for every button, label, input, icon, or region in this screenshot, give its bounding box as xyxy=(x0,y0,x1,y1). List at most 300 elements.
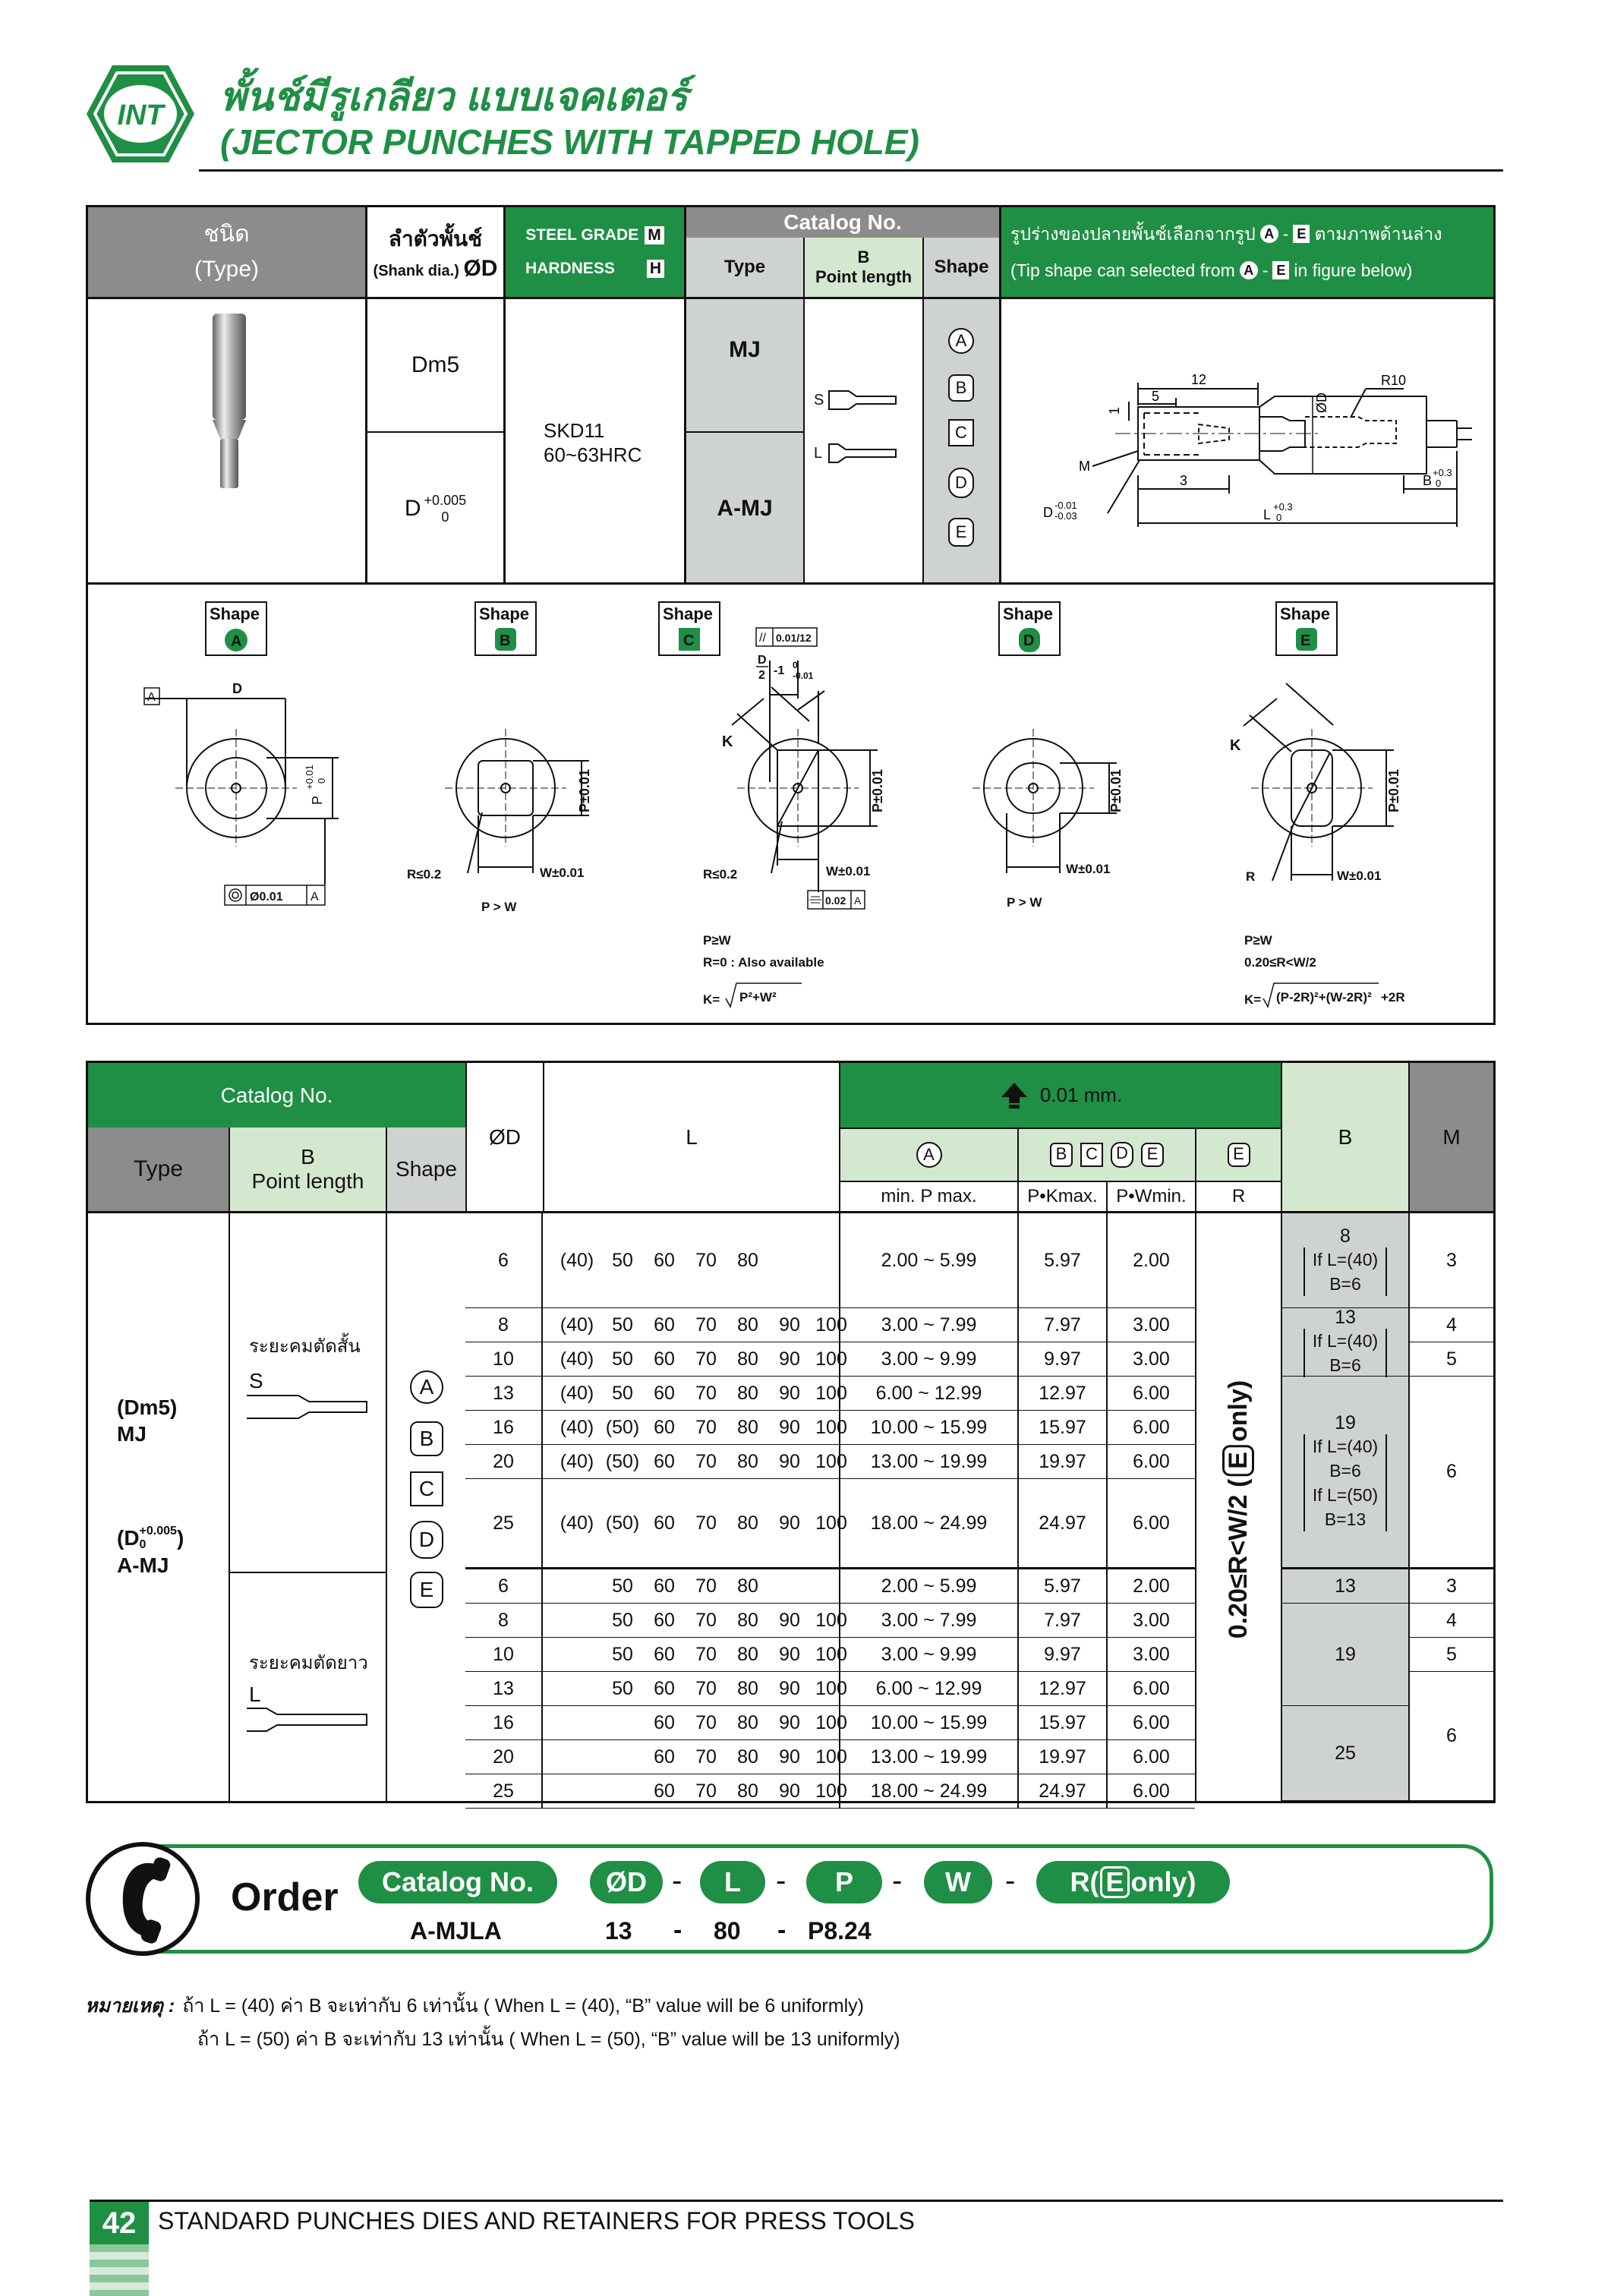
row-l: 100 xyxy=(815,1416,847,1438)
svg-text://: // xyxy=(759,632,766,645)
mt-b-label: B xyxy=(301,1145,315,1168)
shape-e-w: W±0.01 xyxy=(1337,869,1382,883)
order-dash-1: - xyxy=(672,1864,682,1897)
shape-c-drawing xyxy=(732,661,878,892)
table-row xyxy=(465,1445,1195,1479)
order-r-post: only) xyxy=(1130,1866,1196,1897)
row-l: (40) xyxy=(560,1314,594,1336)
row-l: 50 xyxy=(612,1249,633,1271)
row-k: 12.97 xyxy=(1017,1377,1106,1410)
shape-d-w: W±0.01 xyxy=(1066,862,1111,876)
row-p: 3.00 ~ 9.99 xyxy=(839,1342,1017,1376)
order-dash-4: - xyxy=(1005,1864,1016,1897)
row-l: 80 xyxy=(737,1780,758,1802)
mt-r-rule xyxy=(1222,1380,1254,1638)
shape-e-formula-expr: (P-2R)²+(W-2R)² xyxy=(1276,990,1372,1004)
mt-shape-letter-a: A xyxy=(410,1370,443,1404)
mt-short-s: S xyxy=(249,1369,263,1392)
row-p: 13.00 ~ 19.99 xyxy=(839,1740,1017,1774)
shape-b-w: W±0.01 xyxy=(540,866,585,880)
row-l: 80 xyxy=(737,1348,758,1370)
punch-drawing xyxy=(1001,299,1493,585)
mt-col-c-letter: C xyxy=(1080,1143,1103,1167)
mt-r-rule-text: 0.20≤R<W/2 ( xyxy=(1223,1478,1253,1639)
shape-a-tag xyxy=(206,602,266,655)
footer-stripe xyxy=(90,2244,149,2296)
mt-r-rule-e: E xyxy=(1222,1445,1254,1476)
shape-letter-b: B xyxy=(948,374,974,402)
shape-a-d: D xyxy=(232,681,242,696)
row-l: 60 xyxy=(654,1416,675,1438)
shape-c-tag xyxy=(659,602,720,655)
row-l: 100 xyxy=(815,1348,847,1370)
order-r-e: E xyxy=(1100,1866,1129,1898)
row-l: 70 xyxy=(695,1348,717,1370)
steel-grade-label: STEEL GRADE xyxy=(525,226,639,244)
row-l xyxy=(558,1774,596,1808)
grade-header xyxy=(503,207,684,297)
table-row xyxy=(465,1706,1195,1740)
row-p: 13.00 ~ 19.99 xyxy=(839,1445,1017,1478)
shape-c-w: W±0.01 xyxy=(826,864,871,878)
row-l: 80 xyxy=(737,1450,758,1472)
point-l-icon xyxy=(827,442,911,465)
shape-letter-a: A xyxy=(948,328,974,354)
material-hardness: 60~63HRC xyxy=(544,443,642,466)
row-l: 80 xyxy=(737,1249,758,1271)
row-d: 25 xyxy=(465,1479,543,1567)
shape-d-drawing xyxy=(972,729,1117,873)
spec-table xyxy=(86,205,1496,585)
mt-r-rule-tail: only) xyxy=(1223,1380,1253,1443)
shape-c-k: K xyxy=(722,733,733,750)
row-l: 100 xyxy=(815,1314,847,1336)
row-l xyxy=(604,1706,642,1739)
punch-photo xyxy=(202,310,263,492)
shape-a-p-low: 0 xyxy=(316,777,327,784)
row-d: 8 xyxy=(465,1604,543,1637)
b-value: 25 xyxy=(1335,1742,1356,1764)
mt-shape-col xyxy=(387,1213,465,1801)
row-l: 100 xyxy=(815,1609,847,1631)
mt-sub-w: P•Wmin. xyxy=(1106,1181,1195,1211)
shape-b-drawing xyxy=(445,729,589,873)
table-row xyxy=(465,1638,1195,1672)
conc-val: Ø0.01 xyxy=(250,891,283,904)
logo-text: INT xyxy=(117,99,164,131)
catalog-b-header xyxy=(803,238,922,297)
shape-e-p: P±0.01 xyxy=(1386,769,1401,812)
shape-e-drawing xyxy=(1244,683,1394,881)
row-w: 6.00 xyxy=(1106,1411,1195,1444)
m-value: 4 xyxy=(1410,1604,1493,1638)
row-p: 2.00 ~ 5.99 xyxy=(839,1569,1017,1603)
dim-m: M xyxy=(1079,459,1090,474)
row-l: (50) xyxy=(605,1450,640,1472)
row-l: 70 xyxy=(695,1643,717,1665)
order-box xyxy=(85,1841,1493,1957)
row-l: 80 xyxy=(737,1382,758,1404)
shape-e-formula: K= xyxy=(1244,992,1262,1007)
sym-ref: A xyxy=(854,894,862,907)
hardness-label: HARDNESS xyxy=(525,260,615,277)
row-l: 90 xyxy=(779,1609,800,1631)
row-p: 2.00 ~ 5.99 xyxy=(839,1213,1017,1307)
row-l: 60 xyxy=(654,1746,675,1768)
shank-d-tol xyxy=(367,433,503,585)
table-row xyxy=(465,1411,1195,1445)
dim-5: 5 xyxy=(1152,389,1160,404)
b-note-val: B=6 xyxy=(1329,1273,1361,1294)
row-l: 50 xyxy=(612,1677,633,1699)
row-l: 100 xyxy=(815,1382,847,1404)
type-header-en: (Type) xyxy=(194,257,260,282)
notes-line-2: ถ้า L = (50) ค่า B จะเท่ากับ 13 เท่านั้น ( When L = (50), “B” value will be 13 uniformly) xyxy=(197,2029,900,2050)
row-l xyxy=(771,1569,809,1603)
sym-val: 0.02 xyxy=(825,894,846,907)
row-l: 50 xyxy=(612,1643,633,1665)
row-l: 100 xyxy=(815,1512,847,1534)
dim-3: 3 xyxy=(1180,473,1188,488)
b-group xyxy=(1282,1308,1408,1377)
shape-b-letter: B xyxy=(500,632,511,649)
point-l-label: L xyxy=(814,445,823,462)
row-d: 25 xyxy=(465,1774,543,1808)
mt-m-col xyxy=(1410,1213,1493,1801)
dim-l: L xyxy=(1263,507,1272,522)
tip-en-e: E xyxy=(1272,261,1289,279)
shape-d-tag xyxy=(999,602,1060,655)
row-p: 3.00 ~ 7.99 xyxy=(839,1604,1017,1637)
title-en: (JECTOR PUNCHES WITH TAPPED HOLE) xyxy=(220,122,919,162)
order-ex-l: 80 xyxy=(714,1917,741,1944)
row-l: 90 xyxy=(779,1314,800,1336)
mt-catalog-header: Catalog No. xyxy=(88,1063,465,1128)
row-k: 15.97 xyxy=(1017,1706,1106,1739)
phone-icon xyxy=(85,1841,206,1957)
shape-letter-d: D xyxy=(948,468,974,498)
mt-d-header: ØD xyxy=(465,1063,543,1211)
b-note-val: B=6 xyxy=(1329,1355,1361,1375)
row-w: 2.00 xyxy=(1106,1569,1195,1603)
order-dash-3: - xyxy=(892,1864,903,1897)
row-l: (40) xyxy=(560,1450,594,1472)
header-rule xyxy=(199,169,1503,172)
b-note xyxy=(1303,1434,1387,1483)
row-k: 24.97 xyxy=(1017,1479,1106,1567)
row-p: 18.00 ~ 24.99 xyxy=(839,1479,1017,1567)
b-note xyxy=(1303,1247,1387,1296)
par-val: 0.01/12 xyxy=(776,632,812,644)
dim-b-up: +0.3 xyxy=(1433,467,1452,478)
shape-e-tag xyxy=(1276,602,1337,655)
tip-th-post: ตามภาพด้านล่าง xyxy=(1314,224,1442,244)
row-l: 70 xyxy=(695,1382,717,1404)
int-logo xyxy=(84,61,197,167)
tip-en-post: in figure below) xyxy=(1294,260,1413,280)
shank-dm5: Dm5 xyxy=(411,352,460,377)
b-value: 19 xyxy=(1335,1412,1356,1433)
row-l: 60 xyxy=(654,1450,675,1472)
row-l xyxy=(558,1672,596,1705)
b-note-cond: If L=(40) xyxy=(1312,1331,1379,1351)
row-l: (40) xyxy=(560,1249,594,1271)
b-group xyxy=(1282,1377,1408,1569)
row-l xyxy=(558,1638,596,1671)
row-l: (40) xyxy=(560,1348,594,1370)
row-l: 80 xyxy=(737,1512,758,1534)
row-l: 70 xyxy=(695,1575,717,1597)
shape-c-word: Shape xyxy=(663,604,714,623)
shape-a-p-up: +0.01 xyxy=(304,765,315,790)
table-row xyxy=(465,1774,1195,1809)
dim-phid: ØD xyxy=(1314,393,1329,413)
catalog-b-label: B xyxy=(857,248,870,266)
row-w: 6.00 xyxy=(1106,1479,1195,1567)
row-l: 90 xyxy=(779,1348,800,1370)
row-k: 19.97 xyxy=(1017,1445,1106,1478)
mt-b-col xyxy=(1282,1213,1408,1801)
row-l: 70 xyxy=(695,1609,717,1631)
point-s-label: S xyxy=(814,392,824,408)
mt-col-b-letter: B xyxy=(1050,1143,1073,1167)
shape-d-letter: D xyxy=(1023,632,1035,649)
mt-long-l: L xyxy=(249,1683,261,1706)
shape-b-tag xyxy=(475,602,536,655)
type-header-th: ชนิด xyxy=(203,222,250,247)
shape-letter-c: C xyxy=(948,419,974,446)
row-l: 60 xyxy=(654,1382,675,1404)
order-r-pill xyxy=(1036,1861,1230,1903)
row-d: 20 xyxy=(465,1740,543,1774)
shape-a-p: P xyxy=(310,795,325,805)
row-k: 7.97 xyxy=(1017,1308,1106,1342)
dim-d-low: -0.03 xyxy=(1054,510,1077,522)
table-row xyxy=(465,1213,1195,1308)
row-p: 3.00 ~ 7.99 xyxy=(839,1308,1017,1342)
b-value: 19 xyxy=(1335,1643,1356,1665)
row-d: 13 xyxy=(465,1672,543,1705)
shank-d-low: 0 xyxy=(441,509,449,525)
mt-short-th: ระยะคมตัดสั้น xyxy=(249,1336,361,1357)
row-l: 60 xyxy=(654,1643,675,1665)
mt-shape-letter-b: B xyxy=(410,1421,443,1456)
row-l: 70 xyxy=(695,1746,717,1768)
row-l: 100 xyxy=(815,1780,847,1802)
tip-th-pre: รูปร่างของปลายพั้นช์เลือกจากรูป xyxy=(1010,224,1256,244)
mt-short-icon xyxy=(245,1394,374,1420)
shape-e-r: R xyxy=(1246,869,1256,884)
row-l: (50) xyxy=(605,1416,640,1438)
row-l: 100 xyxy=(815,1746,847,1768)
b-value: 13 xyxy=(1335,1575,1356,1597)
m-value: 6 xyxy=(1410,1672,1493,1801)
row-l: 60 xyxy=(654,1609,675,1631)
shank-header-sym: ØD xyxy=(463,256,498,281)
catalog-point-length: Point length xyxy=(815,267,913,286)
mt-type-col xyxy=(88,1213,229,1801)
b-value: 8 xyxy=(1340,1225,1351,1247)
dim-l-up: +0.3 xyxy=(1273,501,1293,512)
table-row xyxy=(465,1740,1195,1774)
catalog-shape-header: Shape xyxy=(922,238,999,297)
material-block xyxy=(544,418,642,467)
row-l xyxy=(558,1569,596,1603)
row-l xyxy=(558,1740,596,1774)
tip-en-a: A xyxy=(1240,261,1258,279)
b-group xyxy=(1282,1604,1408,1706)
mt-point-length: Point length xyxy=(251,1169,364,1193)
row-l: 50 xyxy=(612,1575,633,1597)
row-l: (40) xyxy=(560,1416,594,1438)
row-k: 9.97 xyxy=(1017,1638,1106,1671)
b-note xyxy=(1303,1483,1387,1531)
steel-grade-key: M xyxy=(645,226,664,244)
dim-12: 12 xyxy=(1191,372,1207,387)
tip-header: รูปร่างของปลายพั้นช์เลือกจากรูป A - E ตามภาพด้านล่าง (Tip shape can selected from A - E in figure below) xyxy=(999,207,1493,297)
row-d: 13 xyxy=(465,1377,543,1410)
order-w-pill: W xyxy=(924,1861,992,1903)
shape-b-r: R≤0.2 xyxy=(407,867,442,882)
row-d: 8 xyxy=(465,1308,543,1342)
row-l: (40) xyxy=(560,1512,594,1534)
mt-col-e xyxy=(1195,1128,1281,1181)
row-d: 16 xyxy=(465,1411,543,1444)
notes-label: หมายเหตุ : xyxy=(85,1995,175,2017)
page-number: 42 xyxy=(90,2202,149,2244)
mt-long-icon xyxy=(245,1707,374,1733)
mt-unit: 0.01 mm. xyxy=(1039,1083,1123,1106)
shape-c-dtol-low: -0.01 xyxy=(793,670,814,681)
row-l: 50 xyxy=(612,1609,633,1631)
b-note-val: B=6 xyxy=(1329,1461,1361,1481)
row-l: 70 xyxy=(695,1780,717,1802)
shape-c-r: R≤0.2 xyxy=(703,867,738,882)
row-l: 70 xyxy=(695,1314,717,1336)
shape-b-note: P > W xyxy=(481,900,517,914)
row-w: 6.00 xyxy=(1106,1672,1195,1705)
shape-b-p: P±0.01 xyxy=(577,769,592,812)
point-s-icon xyxy=(827,389,911,412)
row-p: 18.00 ~ 24.99 xyxy=(839,1774,1017,1808)
shank-d-up: +0.005 xyxy=(424,493,467,508)
row-l: 60 xyxy=(654,1575,675,1597)
mt-rows xyxy=(465,1213,1195,1801)
shape-letters-cell xyxy=(924,299,999,585)
mt-shape-letter-d: D xyxy=(410,1521,443,1559)
shape-letter-e: E xyxy=(948,518,974,547)
m-value: 4 xyxy=(1410,1308,1493,1342)
row-l: (50) xyxy=(605,1512,640,1534)
footer-rule xyxy=(90,2200,1503,2202)
row-l: 90 xyxy=(779,1677,800,1699)
row-l: 50 xyxy=(612,1382,633,1404)
row-l: 60 xyxy=(654,1711,675,1733)
row-l: 90 xyxy=(779,1780,800,1802)
notes-line-1: ถ้า L = (40) ค่า B จะเท่ากับ 6 เท่านั้น ( When L = (40), “B” value will be 6 uniformly) xyxy=(182,1995,864,2017)
mt-r-col xyxy=(1196,1213,1281,1801)
row-l: 50 xyxy=(612,1348,633,1370)
row-l xyxy=(604,1740,642,1774)
shape-c-p: P±0.01 xyxy=(870,769,885,812)
row-l: 100 xyxy=(815,1677,847,1699)
row-l: 70 xyxy=(695,1512,717,1534)
footer-text: STANDARD PUNCHES DIES AND RETAINERS FOR PRESS TOOLS xyxy=(158,2207,915,2234)
row-l: 60 xyxy=(654,1780,675,1802)
arrow-up-icon xyxy=(999,1080,1029,1111)
mt-type-amj-2: A-MJ xyxy=(117,1553,169,1577)
row-d: 10 xyxy=(465,1342,543,1376)
dim-1: 1 xyxy=(1107,406,1122,415)
row-l: 80 xyxy=(737,1416,758,1438)
mt-col-e-box: E xyxy=(1228,1143,1250,1167)
row-l: 70 xyxy=(695,1416,717,1438)
row-l xyxy=(558,1706,596,1739)
row-k: 5.97 xyxy=(1017,1213,1106,1307)
order-ex-dash-2: - xyxy=(777,1916,787,1944)
row-l: 100 xyxy=(815,1643,847,1665)
mt-type-mj-1: (Dm5) xyxy=(117,1396,178,1419)
table-row xyxy=(465,1569,1195,1604)
b-group xyxy=(1282,1569,1408,1604)
shape-c-letter: C xyxy=(683,632,695,649)
order-ex-dash-1: - xyxy=(673,1916,682,1944)
mt-type-amj-pre: (D xyxy=(117,1526,140,1550)
shape-c-dtol: -1 xyxy=(774,664,785,677)
mt-col-bcde xyxy=(1017,1128,1195,1181)
row-l xyxy=(558,1604,596,1637)
shape-c-note2: R=0 : Also available xyxy=(703,955,824,970)
b-note-cond: If L=(40) xyxy=(1312,1249,1379,1269)
mt-shape-header: Shape xyxy=(386,1128,465,1211)
catalog-header: Catalog No. xyxy=(684,207,999,238)
row-l: 80 xyxy=(737,1677,758,1699)
order-title: Order xyxy=(231,1875,339,1919)
catalog-type-header: Type xyxy=(684,238,803,297)
shape-d-word: Shape xyxy=(1003,604,1054,623)
shape-e-k: K xyxy=(1230,737,1241,754)
row-p: 3.00 ~ 9.99 xyxy=(839,1638,1017,1671)
dim-b-low: 0 xyxy=(1436,478,1442,489)
row-k: 15.97 xyxy=(1017,1411,1106,1444)
shapes-section xyxy=(86,582,1496,1025)
page-header xyxy=(84,61,1503,175)
row-l: 90 xyxy=(779,1643,800,1665)
row-l: 80 xyxy=(737,1643,758,1665)
row-w: 2.00 xyxy=(1106,1213,1195,1307)
row-p: 10.00 ~ 15.99 xyxy=(839,1706,1017,1739)
mt-sub-a: min. P max. xyxy=(839,1181,1017,1211)
mt-col-d-letter: D xyxy=(1111,1142,1133,1168)
row-l: 60 xyxy=(654,1348,675,1370)
mt-type-amj-up: +0.005 xyxy=(139,1525,177,1538)
order-r-pre: R( xyxy=(1070,1866,1099,1897)
row-l: 70 xyxy=(695,1677,717,1699)
point-length-cell xyxy=(805,299,922,585)
row-l: 90 xyxy=(779,1450,800,1472)
dim-d-up: -0.01 xyxy=(1054,500,1077,511)
shape-d-p: P±0.01 xyxy=(1108,769,1124,812)
order-dash-2: - xyxy=(776,1864,787,1897)
title-th: พั้นช์มีรูเกลียว แบบเจคเตอร์ xyxy=(220,75,688,119)
shank-d: D xyxy=(404,496,421,521)
shape-e-word: Shape xyxy=(1280,604,1331,623)
shape-c-dtol-up: 0 xyxy=(793,660,798,670)
row-l: 60 xyxy=(654,1512,675,1534)
row-l: 80 xyxy=(737,1314,758,1336)
row-w: 3.00 xyxy=(1106,1308,1195,1342)
mt-shape-letter-e: E xyxy=(410,1572,443,1608)
